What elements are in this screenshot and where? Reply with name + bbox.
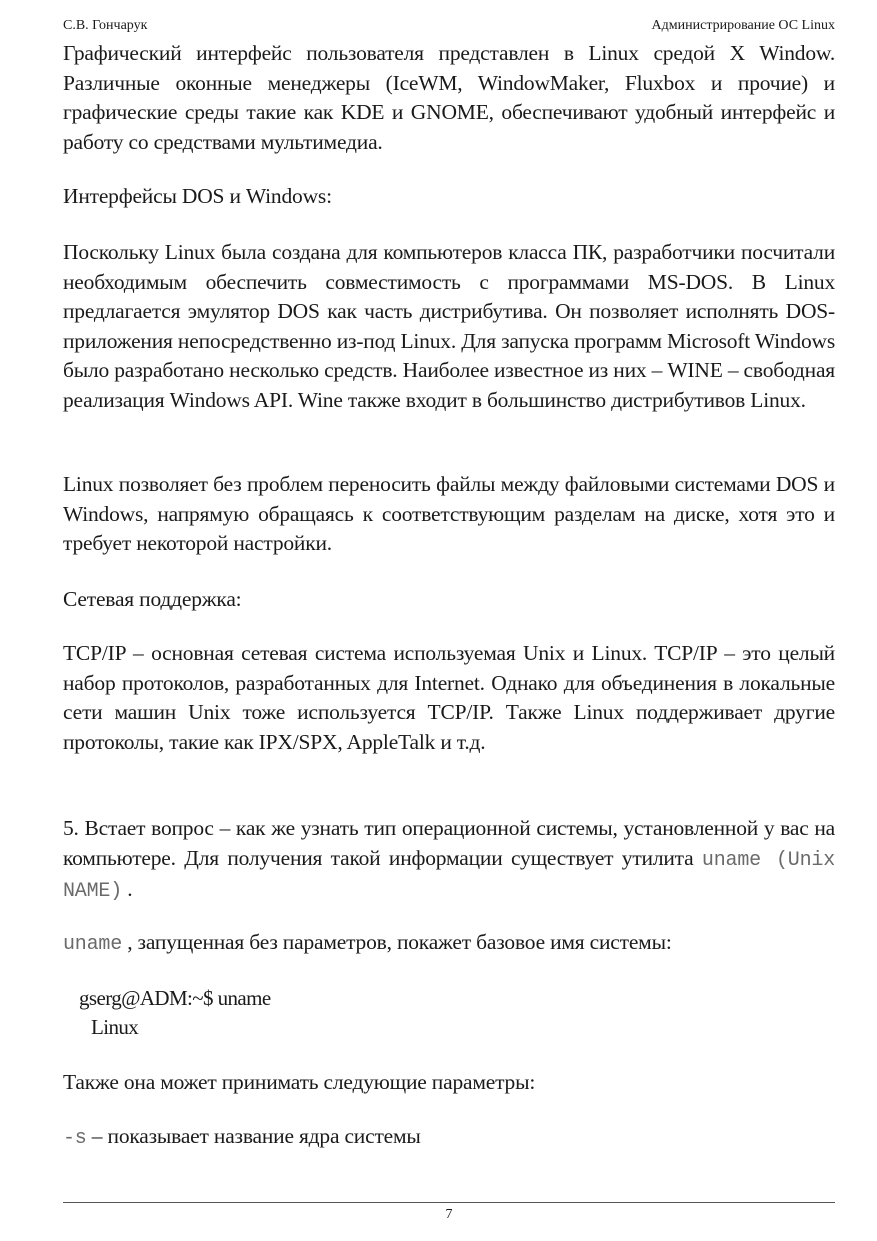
uname-default-text: , запущенная без параметров, покажет базовое имя системы:	[122, 930, 672, 954]
paragraph-tcpip: TCP/IP – основная сетевая система используемая Unix и Linux. TCP/IP – это целый набор протоколов, разработанных для Internet. Однако для объединения в локальные сети машин Unix тоже используется TCP/IP. Также Linux поддерживает другие протоколы, такие как IPX/SPX, AppleTalk и т.д.	[63, 641, 835, 754]
paragraph-uname-intro	[63, 814, 835, 907]
paragraph-file-transfer: Linux позволяет без проблем переносить файлы между файловыми системами DOS и Windows, напрямую обращаясь к соответствующим разделам на диске, хотя это и требует некоторой настройки.	[63, 472, 835, 555]
heading-dos-windows: Интерфейсы DOS и Windows:	[63, 184, 332, 208]
terminal-output: Linux	[91, 1015, 139, 1039]
param-s-code: -s	[63, 1127, 87, 1150]
uname-intro-text: 5. Встает вопрос – как же узнать тип операционной системы, установленной у вас на компьютере. Для получения такой информации существует утилита	[63, 816, 835, 870]
paragraph-dos-emulation: Поскольку Linux была создана для компьютеров класса ПК, разработчики посчитали необходимым обеспечить совместимость с программами MS-DOS. В Linux предлагается эмулятор DOS как часть дистрибутива. Он позволяет исполнять DOS-приложения непосредственно из-под Linux. Для запуска программ Microsoft Windows было разработано несколько средств. Наиболее известное из них – WINE – свободная реализация Windows API. Wine также входит в большинство дистрибутивов Linux.	[63, 240, 835, 412]
paragraph-param-s	[63, 1122, 835, 1154]
terminal-command: gserg@ADM:~$ uname	[79, 986, 271, 1010]
paragraph-gui: Графический интерфейс пользователя представлен в Linux средой X Window. Различные оконные менеджеры (IceWM, WindowMaker, Fluxbox и прочие) и графические среды такие как KDE и GNOME, обеспечивают удобный интерфейс и работу со средствами мультимедиа.	[63, 41, 835, 154]
header-course-title: Администрирование ОС Linux	[651, 18, 835, 33]
uname-inline-code: uname	[63, 933, 123, 956]
uname-code: uname (Unix NAME)	[63, 848, 835, 903]
uname-intro-tail: .	[122, 877, 133, 901]
page-header	[63, 16, 835, 36]
header-author: С.В. Гончарук	[63, 18, 148, 33]
heading-network: Сетевая поддержка:	[63, 587, 242, 611]
page-number: 7	[445, 1207, 453, 1222]
footer-divider	[63, 1202, 835, 1203]
document-page	[63, 0, 835, 1241]
paragraph-params: Также она может принимать следующие параметры:	[63, 1070, 536, 1094]
paragraph-uname-default	[63, 928, 835, 960]
param-s-text: – показывает название ядра системы	[86, 1124, 421, 1148]
